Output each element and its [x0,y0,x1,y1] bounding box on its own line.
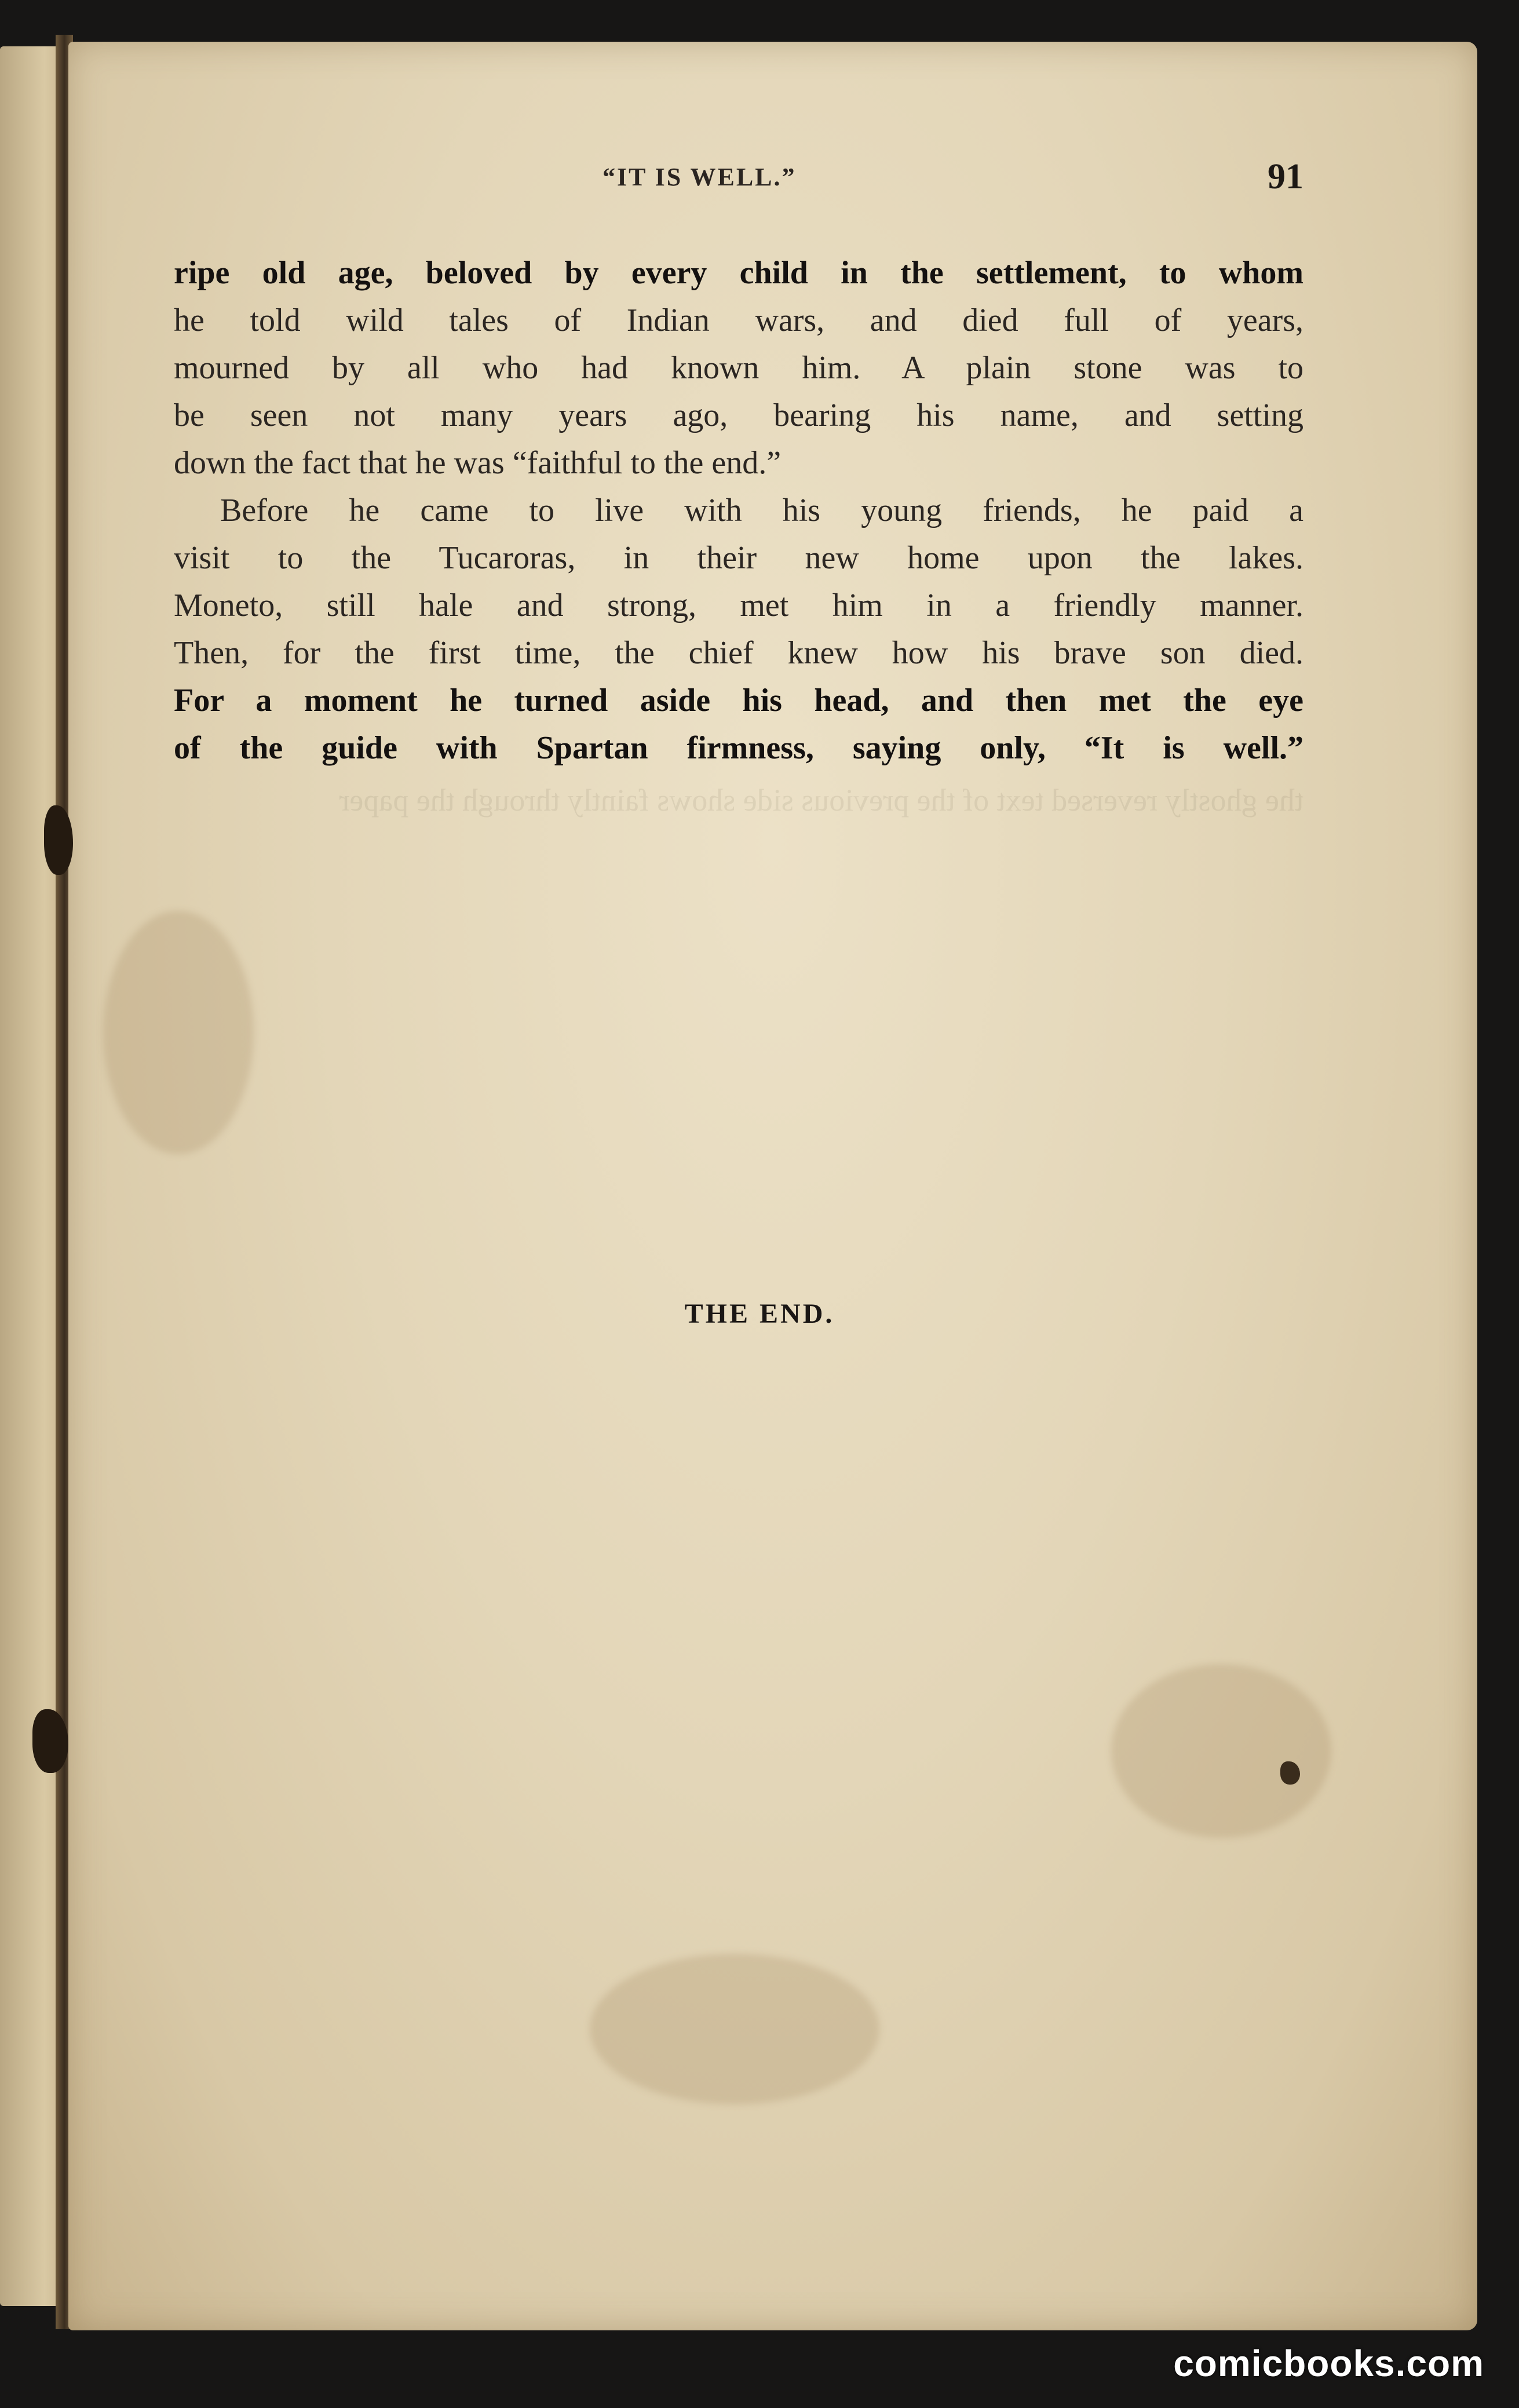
paragraph [174,249,1303,487]
text-line: of the guide with Spartan firmness, saying only, “It is well.” [174,730,1303,766]
text-line: For a moment he turned aside his head, and then met the eye [174,683,1303,718]
paragraph [174,487,1303,772]
page-number: 91 [1268,157,1303,196]
text-line: mourned by all who had known him. A plain stone was to [174,350,1303,386]
the-end-heading: THE END. [684,1298,835,1329]
show-through-text: the ghostly reversed text of the previous side shows faintly through the paper [339,783,1303,818]
body-text [174,249,1303,772]
text-line: visit to the Tucaroras, in their new home upon the lakes. [174,540,1303,576]
running-title: “IT IS WELL.” [603,163,797,191]
page-stain [103,911,254,1154]
text-line: Then, for the first time, the chief knew how his brave son died. [174,635,1303,671]
text-line: be seen not many years ago, bearing his name, and setting [174,397,1303,433]
watermark: comicbooks.com [1173,2343,1484,2384]
page-stain [590,1954,879,2104]
text-line: he told wild tales of Indian wars, and died full of years, [174,302,1303,338]
page-stain [1111,1664,1331,1838]
text-line: down the fact that he was “faithful to the end.” [174,445,782,481]
text-line: ripe old age, beloved by every child in the settlement, to whom [174,255,1303,291]
paper-speck [1280,1761,1300,1785]
text-line: Moneto, still hale and strong, met him in a friendly manner. [174,588,1303,623]
text-line: Before he came to live with his young friends, he paid a [220,492,1303,528]
page-header [174,156,1303,209]
